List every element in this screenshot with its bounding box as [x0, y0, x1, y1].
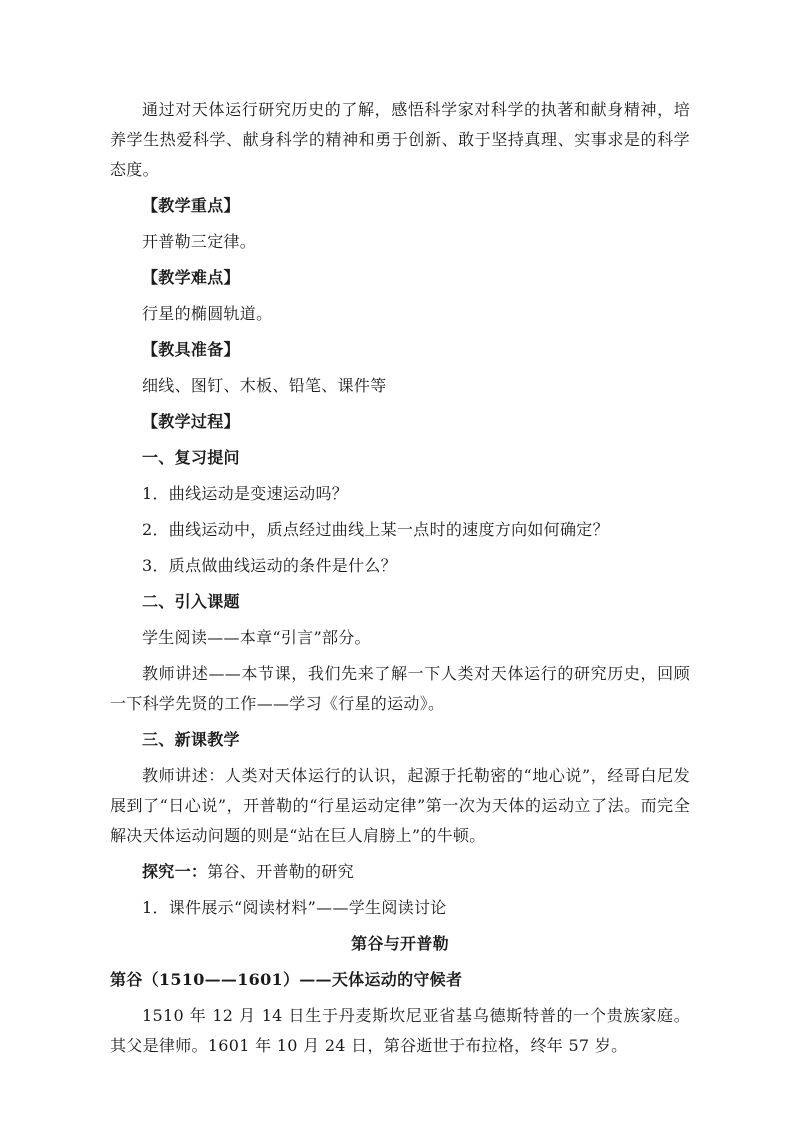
- question-2: 2．曲线运动中，质点经过曲线上某一点时的速度方向如何确定？: [142, 520, 609, 539]
- tools-text: 细线、图钉、木板、铅笔、课件等: [142, 376, 387, 395]
- section2-heading: 二、引入课题: [142, 592, 240, 611]
- document-page: [110, 95, 690, 1067]
- teacher-talk-2: 教师讲述：人类对天体运行的认识，起源于托勒密的“地心说”，经哥白尼发展到了“日心说”，开普勒的“行星运动定律”第一次为天体的运动立了法。而完全解决天体运动问题的则是“站在巨人肩膀上”的牛顿。: [110, 766, 690, 845]
- intro-paragraph: 通过对天体运行研究历史的了解，感悟科学家对科学的执著和献身精神，培养学生热爱科学、献身科学的精神和勇于创新、敢于坚持真理、实事求是的科学态度。: [110, 100, 690, 179]
- tycho-heading: 第谷（1510——1601）——天体运动的守候者: [110, 970, 463, 989]
- difficulty-heading: 【教学难点】: [142, 268, 240, 287]
- explore-1: [110, 857, 690, 887]
- question-3: 3．质点做曲线运动的条件是什么？: [142, 556, 397, 575]
- courseware-line: 1．课件展示“阅读材料”——学生阅读讨论: [142, 898, 447, 917]
- reading-title: 第谷与开普勒: [351, 934, 449, 953]
- tycho-bio: 1510 年 12 月 14 日生于丹麦斯坎尼亚省基乌德斯特普的一个贵族家庭。其父是律师。1601 年 10 月 24 日，第谷逝世于布拉格，终年 57 岁。: [110, 1006, 690, 1055]
- explore-1-text: 第谷、开普勒的研究: [207, 862, 354, 881]
- question-1: 1．曲线运动是变速运动吗？: [142, 484, 349, 503]
- teacher-talk-1: 教师讲述——本节课，我们先来了解一下人类对天体运行的研究历史，回顾一下科学先贤的工作——学习《行星的运动》。: [110, 664, 690, 713]
- process-heading: 【教学过程】: [142, 412, 240, 431]
- section1-heading: 一、复习提问: [142, 448, 240, 467]
- key-point-text: 开普勒三定律。: [142, 232, 257, 251]
- section3-heading: 三、新课教学: [142, 730, 240, 749]
- tools-heading: 【教具准备】: [142, 340, 240, 359]
- key-point-heading: 【教学重点】: [142, 196, 240, 215]
- difficulty-text: 行星的椭圆轨道。: [142, 304, 273, 323]
- student-reading: 学生阅读——本章“引言”部分。: [142, 628, 371, 647]
- explore-1-label: 探究一：: [142, 862, 208, 881]
